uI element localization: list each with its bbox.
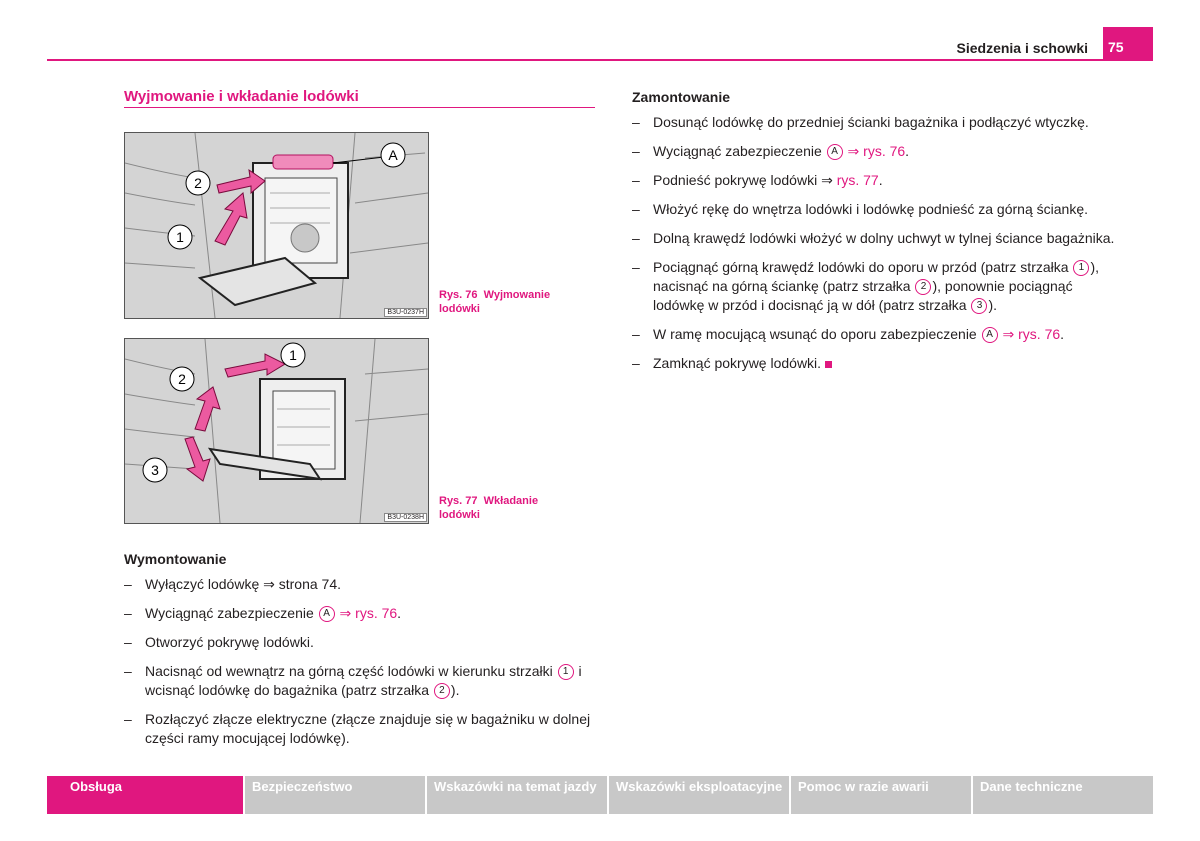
removal-heading: Wymontowanie [124, 551, 227, 567]
figure-link[interactable]: ⇒ rys. 76 [998, 326, 1061, 342]
callout-marker: 1 [558, 664, 574, 680]
list-dash: – [632, 143, 640, 159]
section-end-marker [825, 361, 832, 368]
install-step [632, 200, 1122, 219]
tab-pomoc-awarii[interactable]: Pomoc w razie awarii [791, 776, 971, 814]
figure-77-caption-label: Rys. 77 [439, 495, 478, 507]
figure-76-caption-label: Rys. 76 [439, 289, 478, 301]
tab-wskazowki-jazdy[interactable]: Wskazówki na temat jazdy [427, 776, 607, 814]
callout-marker: 2 [915, 279, 931, 295]
install-step [632, 325, 1122, 344]
install-step [632, 258, 1122, 315]
step-text: Włożyć rękę do wnętrza lodówki i lodówkę podnieść za górną ściankę. [653, 201, 1088, 217]
step-text: Dosunąć lodówkę do przedniej ścianki bagażnika i podłączyć wtyczkę. [653, 114, 1089, 130]
figure-76-code: B3U-0237H [384, 308, 427, 317]
step-text: i wcisnąć lodówkę do bagażnika (patrz strzałka [145, 663, 582, 698]
step-text: . [1060, 326, 1065, 342]
removal-step [124, 710, 599, 748]
callout-marker: A [319, 606, 335, 622]
tab-obsluga[interactable]: Obsługa [47, 776, 243, 814]
figure-76-callout-1: 1 [176, 229, 184, 245]
step-text: . [397, 605, 402, 621]
step-text: W ramę mocującą wsunąć do oporu zabezpieczenie [653, 326, 981, 342]
step-text: Wyciągnąć zabezpieczenie [653, 143, 826, 159]
step-text: . [905, 143, 910, 159]
chapter-nav [47, 776, 1153, 814]
callout-marker: A [827, 144, 843, 160]
section-title: Wyjmowanie i wkładanie lodówki [124, 88, 595, 108]
step-text: ). [450, 682, 460, 698]
figure-77-caption-text: Wkładanie lodówki [439, 495, 539, 521]
step-text: Podnieść pokrywę lodówki ⇒ [653, 172, 837, 188]
list-dash: – [632, 326, 640, 342]
figure-77-caption [439, 494, 579, 522]
list-dash: – [124, 634, 132, 650]
callout-marker: 3 [971, 298, 987, 314]
figure-76-caption [439, 288, 579, 316]
tab-dane-techniczne[interactable]: Dane techniczne [973, 776, 1153, 814]
install-step [632, 229, 1122, 248]
step-text: Wyłączyć lodówkę ⇒ strona 74. [145, 576, 342, 592]
figure-link[interactable]: ⇒ rys. 76 [843, 143, 906, 159]
install-step [632, 171, 1122, 190]
install-step [632, 142, 1122, 161]
step-text: Pociągnąć górną krawędź lodówki do oporu w przód (patrz strzałka [653, 259, 1073, 275]
step-text: Nacisnąć od wewnątrz na górną część lodówki w kierunku strzałki [145, 663, 557, 679]
list-dash: – [632, 259, 640, 275]
step-text: ). [988, 297, 998, 313]
list-dash: – [124, 711, 132, 727]
list-dash: – [632, 201, 640, 217]
step-text: Zamknąć pokrywę lodówki. [653, 355, 822, 371]
list-dash: – [632, 114, 640, 130]
step-text: . [878, 172, 883, 188]
step-text: ), ponownie pociągnąć lodówkę w przód i docisnąć ją w dół (patrz strzałka [653, 278, 1073, 313]
removal-step [124, 604, 599, 623]
install-heading: Zamontowanie [632, 89, 731, 105]
list-dash: – [124, 663, 132, 679]
step-text: Wyciągnąć zabezpieczenie [145, 605, 318, 621]
step-text: Dolną krawędź lodówki włożyć w dolny uchwyt w tylnej ściance bagażnika. [653, 230, 1115, 246]
figure-76-illustration [124, 132, 429, 319]
list-dash: – [632, 172, 640, 188]
figure-77-callout-2: 2 [178, 371, 186, 387]
figure-77-callout-1: 1 [289, 347, 297, 363]
list-dash: – [632, 230, 640, 246]
step-text: Rozłączyć złącze elektryczne (złącze znajduje się w bagażniku w dolnej części ramy mocującej lodówkę). [145, 711, 591, 746]
page-number: 75 [1103, 27, 1153, 60]
callout-marker: A [982, 327, 998, 343]
figure-76-callout-a: A [388, 147, 398, 163]
list-dash: – [124, 605, 132, 621]
tab-bezpieczenstwo[interactable]: Bezpieczeństwo [245, 776, 425, 814]
install-step [632, 113, 1122, 132]
callout-marker: 2 [434, 683, 450, 699]
list-dash: – [124, 576, 132, 592]
figure-link[interactable]: ⇒ rys. 76 [335, 605, 398, 621]
callout-marker: 1 [1073, 260, 1089, 276]
running-header-title: Siedzenia i schowki [956, 40, 1088, 56]
tab-wskazowki-eksploatacyjne[interactable]: Wskazówki eksploatacyjne [609, 776, 789, 814]
step-text: ), nacisnąć na górną ściankę (patrz strzałka [653, 259, 1099, 294]
removal-steps-list [124, 575, 599, 758]
removal-step [124, 575, 599, 594]
header-rule [47, 59, 1153, 61]
figure-77-code: B3U-0238H [384, 513, 427, 522]
figure-77-callout-3: 3 [151, 462, 159, 478]
figure-76-callout-2: 2 [194, 175, 202, 191]
removal-step [124, 662, 599, 700]
figure-link[interactable]: rys. 77 [836, 172, 879, 188]
step-text: Otworzyć pokrywę lodówki. [145, 634, 314, 650]
removal-step [124, 633, 599, 652]
install-step [632, 354, 1122, 373]
figure-76-caption-text: Wyjmowanie lodówki [439, 289, 551, 315]
figure-77-illustration [124, 338, 429, 524]
list-dash: – [632, 355, 640, 371]
install-steps-list [632, 113, 1122, 383]
